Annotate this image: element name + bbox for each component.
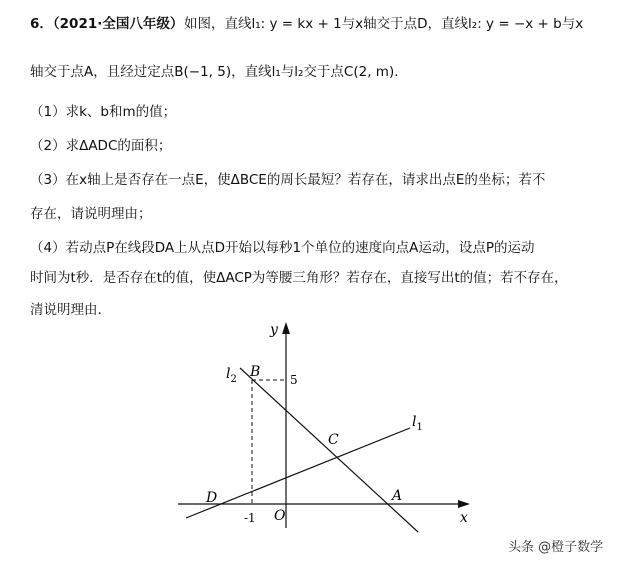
problem-header xyxy=(30,12,183,32)
label-l1: $l_1$ xyxy=(412,414,423,433)
label-point-d: D xyxy=(206,490,218,506)
question-4-line-2: 时间为t秒．是否存在t的值，使ΔACP为等腰三角形？若存在，直接写出t的值；若不存在， xyxy=(30,270,568,286)
question-2: （2）求ΔADC的面积； xyxy=(30,138,172,154)
label-x: x xyxy=(460,510,468,526)
question-3-line-2: 存在，请说明理由； xyxy=(30,206,152,222)
question-4-line-1: （4）若动点P在线段DA上从点D开始以每秒1个单位的速度向点A运动，设点P的运动 xyxy=(30,240,535,256)
problem-line-2: 轴交于点A，且经过定点B(−1, 5)，直线l₁与l₂交于点C(2, m)． xyxy=(30,64,408,80)
label-point-c: C xyxy=(328,432,339,448)
watermark: 头条 @橙子数学 xyxy=(508,540,604,555)
question-1: （1）求k、b和m的值； xyxy=(30,104,177,120)
problem-source: （2021·全国八年级） xyxy=(52,16,184,32)
label-value-5: 5 xyxy=(290,373,298,387)
label-origin: O xyxy=(274,508,286,524)
problem-number: 6． xyxy=(30,16,53,32)
label-y: y xyxy=(270,322,278,338)
x-axis-arrow xyxy=(458,500,470,508)
label-l2: $l_2$ xyxy=(226,366,237,385)
problem-line-1: 如图，直线l₁: y = kx + 1与x轴交于点D，直线l₂: y = −x + b与x xyxy=(184,16,584,32)
label-value-neg1: -1 xyxy=(244,511,256,525)
question-3-line-1: （3）在x轴上是否存在一点E，使ΔBCE的周长最短？若存在，请求出点E的坐标；若不 xyxy=(30,172,546,188)
label-point-a: A xyxy=(392,488,403,504)
line-l2 xyxy=(240,368,418,532)
label-point-b: B xyxy=(250,364,261,380)
question-4-line-3: 清说明理由． xyxy=(30,302,111,318)
coordinate-figure xyxy=(170,318,480,538)
y-axis-arrow xyxy=(282,322,290,334)
